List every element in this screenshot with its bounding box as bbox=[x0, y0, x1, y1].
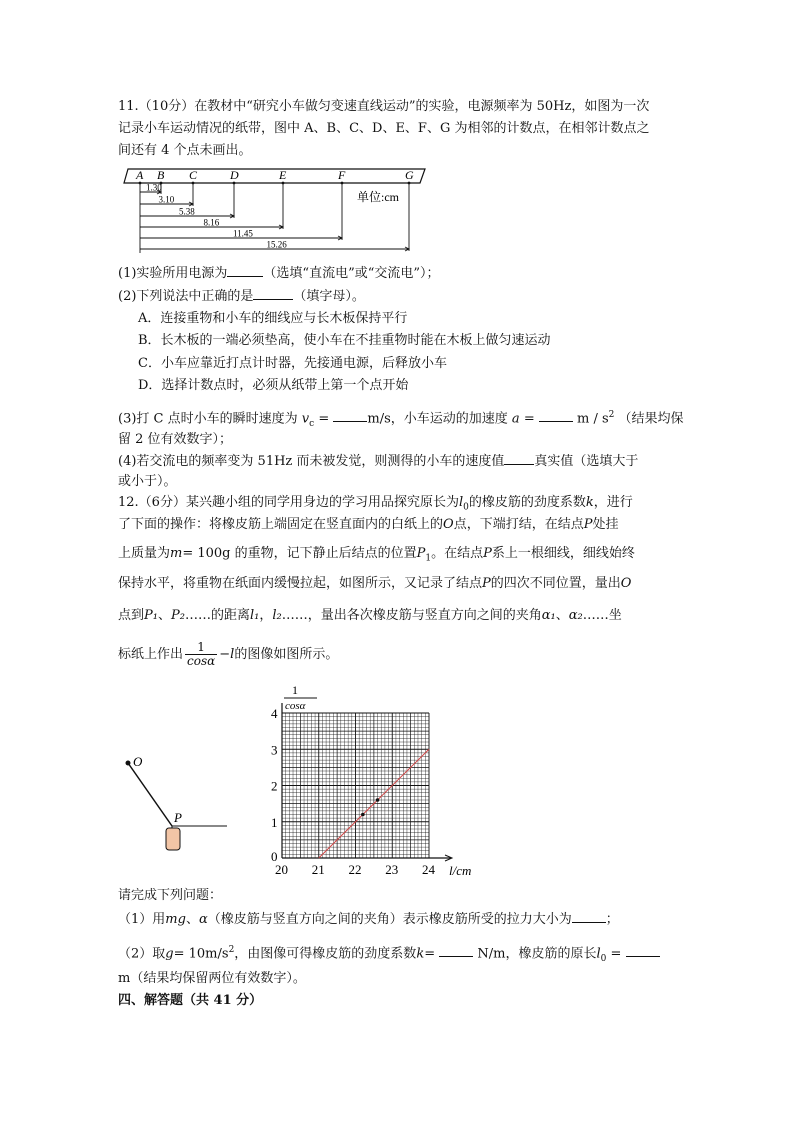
data-point bbox=[361, 813, 365, 817]
label-o: O bbox=[133, 754, 143, 769]
var-p-2: P bbox=[483, 546, 492, 561]
part3-unit2: m / s bbox=[577, 411, 609, 427]
q12-l3c: 。在结点 bbox=[431, 546, 484, 561]
eq-sign: = bbox=[318, 411, 330, 427]
q12-l1a: 12.（6分）某兴趣小组的同学用身边的学习用品探究原长为 bbox=[118, 495, 459, 510]
var-p1-b: P₁ bbox=[144, 608, 158, 623]
tape-distance-label: 8.16 bbox=[203, 217, 220, 228]
q12-line4 bbox=[118, 575, 631, 593]
sub-c: c bbox=[309, 418, 315, 429]
q12-l2b: 点，下端打结，在结点 bbox=[453, 517, 584, 532]
var-o-2: O bbox=[620, 576, 632, 591]
minus-sign: − bbox=[219, 647, 231, 662]
var-k-2: k bbox=[416, 946, 425, 962]
tape-point-D: D bbox=[230, 168, 239, 182]
part3-unit1: m/s，小车运动的加速度 bbox=[367, 411, 508, 427]
sub-0-b: 0 bbox=[600, 953, 607, 964]
sep-3: 、 bbox=[555, 608, 569, 623]
q12-line3 bbox=[118, 545, 635, 568]
rubber-band-line bbox=[128, 763, 172, 826]
q11-part4-line2: 或小于）。 bbox=[118, 474, 177, 489]
tape-distance-label: 5.38 bbox=[179, 206, 195, 217]
q12-sub2 bbox=[118, 941, 660, 968]
q11-part4 bbox=[118, 452, 638, 471]
var-p1: P bbox=[416, 546, 426, 561]
eq-k: = bbox=[424, 946, 436, 962]
frac-num: 1 bbox=[185, 641, 217, 655]
q12-l4b: 的四次不同位置，量出 bbox=[490, 576, 621, 591]
sub1-prefix: （1）用 bbox=[118, 912, 166, 927]
l0-blank[interactable] bbox=[626, 944, 660, 957]
option-b: B．长木板的一端必须垫高，使小车在不挂重物时能在木板上做匀速运动 bbox=[138, 333, 551, 348]
tape-distance-label: 1.30 bbox=[146, 182, 162, 193]
tape-distance-label: 15.26 bbox=[266, 239, 287, 250]
part2-blank[interactable] bbox=[253, 287, 293, 300]
y-axis-label-den: cosα bbox=[285, 700, 306, 712]
fraction-1-cos-alpha bbox=[185, 641, 217, 668]
q11-line3: 间还有 4 个点未画出。 bbox=[118, 143, 252, 158]
q12-l3a: 上质量为 bbox=[118, 546, 171, 561]
var-alpha: α bbox=[198, 912, 208, 927]
part2-prefix: (2)下列说法中正确的是 bbox=[118, 289, 254, 304]
chart-grid bbox=[282, 713, 429, 858]
frac-den: cosα bbox=[187, 654, 216, 668]
q11-part1 bbox=[118, 264, 440, 283]
var-p-3: P bbox=[482, 576, 491, 591]
sub2-mid: ，由图像可得橡皮筋的劲度系数 bbox=[234, 946, 417, 962]
label-p: P bbox=[174, 810, 182, 825]
q12-l3b: = 100g 的重物，记下静止后结点的位置 bbox=[182, 546, 417, 561]
tape-point-B: B bbox=[157, 168, 165, 182]
option-c: C．小车应靠近打点计时器，先接通电源，后释放小车 bbox=[138, 356, 447, 371]
q12-l1b: 的橡皮筋的劲度系数 bbox=[468, 495, 586, 510]
var-l: l bbox=[230, 647, 235, 662]
option-a: A．连接重物和小车的细线应与长木板保持平行 bbox=[138, 311, 408, 326]
part4-prefix: (4)若交流电的频率变为 51Hz 而未被发觉，则测得的小车的速度值 bbox=[118, 454, 505, 469]
part1-prefix: (1)实验所用电源为 bbox=[118, 266, 228, 281]
sub2-prefix: （2）取 bbox=[118, 946, 166, 962]
option-d: D．选择计数点时，必须从纸带上第一个点开始 bbox=[138, 378, 409, 393]
sub2-unit: N/m，橡皮筋的原长 bbox=[477, 946, 597, 962]
y-tick-label: 1 bbox=[271, 814, 278, 830]
q12-l5f: ……坐 bbox=[582, 608, 622, 623]
sep-2: ， bbox=[259, 608, 273, 623]
x-tick-label: 23 bbox=[385, 862, 399, 877]
eq-sign-2: = bbox=[523, 411, 535, 427]
q11-line2: 记录小车运动情况的纸带，图中 A、B、C、D、E、F、G 为相邻的计数点，在相邻计数点之 bbox=[118, 121, 650, 136]
sep-4: 、 bbox=[185, 912, 199, 927]
q12-l6c: 的图像如图所示。 bbox=[234, 647, 339, 662]
section-4-heading: 四、解答题（共 41 分） bbox=[118, 993, 263, 1008]
q12-l3d: 系上一根细线，细线始终 bbox=[491, 546, 635, 561]
x-axis-label: l/cm bbox=[449, 863, 472, 878]
data-point bbox=[376, 798, 380, 802]
y-tick-label: 0 bbox=[271, 849, 278, 864]
var-alpha1: α₁ bbox=[541, 608, 556, 623]
y-tick-label: 4 bbox=[271, 706, 278, 721]
part3-tail: （结果均保 bbox=[618, 411, 684, 427]
q11-part3-line2: 留 2 位有效数字）； bbox=[118, 432, 233, 447]
part4-suffix: 真实值（选填大于 bbox=[534, 454, 639, 469]
k-blank[interactable] bbox=[439, 944, 473, 957]
q12-line6 bbox=[118, 640, 338, 670]
var-mg: mg bbox=[165, 912, 186, 927]
var-g: g bbox=[165, 946, 174, 962]
tape-distance-label: 3.10 bbox=[158, 194, 175, 205]
tape-point-A: A bbox=[136, 168, 144, 182]
q12-sub-intro: 请完成下列问题： bbox=[118, 888, 223, 903]
x-tick-label: 21 bbox=[311, 862, 325, 877]
weight-block bbox=[166, 828, 180, 850]
var-p: P bbox=[583, 517, 593, 532]
var-p2: P₂ bbox=[171, 608, 185, 623]
sub1-middle: （橡皮筋与竖直方向之间的夹角）表示橡皮筋所受的拉力大小为 bbox=[207, 912, 572, 927]
q12-l2a: 了下面的操作：将橡皮筋上端固定在竖直面内的白纸上的 bbox=[118, 517, 444, 532]
q11-part2 bbox=[118, 287, 365, 306]
y-tick-label: 2 bbox=[271, 778, 278, 794]
var-o: O bbox=[443, 517, 454, 532]
part1-blank[interactable] bbox=[227, 264, 263, 277]
sup-2-b: 2 bbox=[228, 945, 235, 955]
eq-l0: = bbox=[610, 946, 622, 962]
part3-prefix: (3)打 C 点时小车的瞬时速度为 bbox=[118, 411, 298, 427]
graph-1-cos-alpha-vs-l bbox=[262, 678, 482, 878]
x-tick-label: 22 bbox=[348, 862, 362, 877]
sub-1: 1 bbox=[425, 553, 432, 564]
q11-part3 bbox=[118, 406, 684, 433]
q12-l1c: ，进行 bbox=[593, 495, 633, 510]
sub1-blank[interactable] bbox=[572, 910, 606, 923]
q12-l5b: ……的距离 bbox=[184, 608, 250, 623]
var-v: v bbox=[301, 411, 310, 427]
sub2-g-value: = 10m/s bbox=[173, 946, 229, 962]
x-tick-label: 24 bbox=[422, 862, 435, 877]
part4-blank[interactable] bbox=[504, 452, 534, 465]
var-alpha2: α₂ bbox=[568, 608, 583, 623]
y-tick-label: 3 bbox=[271, 742, 278, 758]
sub-0: 0 bbox=[463, 502, 469, 513]
sup-2: 2 bbox=[608, 410, 615, 420]
tape-point-F: F bbox=[338, 168, 346, 182]
q12-l5d: ……，量出各次橡皮筋与竖直方向之间的夹角 bbox=[281, 608, 542, 623]
q11-line1: 11.（10分）在教材中“研究小车做匀变速直线运动”的实验，电源频率为 50Hz，如图为一次 bbox=[118, 99, 650, 114]
tape-distance-label: 11.45 bbox=[233, 228, 253, 239]
q12-line5 bbox=[118, 607, 622, 625]
q12-sub2-line2: m（结果均保留两位有效数字）。 bbox=[118, 971, 306, 986]
var-m: m bbox=[170, 546, 183, 561]
q12-line2 bbox=[118, 516, 618, 534]
rubber-band-diagram bbox=[115, 750, 240, 860]
var-l0-b: l bbox=[596, 946, 601, 962]
tape-point-E: E bbox=[279, 168, 287, 182]
x-tick-label: 20 bbox=[275, 862, 288, 877]
q12-l6a: 标纸上作出 bbox=[118, 647, 184, 662]
sep-1: 、 bbox=[157, 608, 171, 623]
q12-l2c: 处挂 bbox=[592, 517, 619, 532]
paper-tape-figure bbox=[120, 163, 430, 258]
tape-point-G: G bbox=[405, 168, 414, 182]
sub1-end: ； bbox=[605, 912, 619, 927]
tape-unit-label: 单位:cm bbox=[357, 190, 399, 204]
var-l2: l₂ bbox=[272, 608, 282, 623]
var-l1: l₁ bbox=[249, 608, 260, 623]
q12-l5a: 点到 bbox=[118, 608, 145, 623]
var-a: a bbox=[511, 411, 520, 427]
part3-blank-a[interactable] bbox=[539, 409, 573, 422]
part1-suffix: （选填“直流电”或“交流电”）； bbox=[263, 266, 440, 281]
q12-sub1 bbox=[118, 910, 619, 929]
var-l0: l bbox=[458, 495, 464, 510]
part2-suffix: （填字母）。 bbox=[293, 289, 365, 304]
y-axis-label-num: 1 bbox=[292, 683, 298, 697]
tape-point-C: C bbox=[189, 168, 198, 182]
part3-blank-v[interactable] bbox=[333, 409, 367, 422]
var-k: k bbox=[585, 495, 594, 510]
q12-l4a: 保持水平，将重物在纸面内缓慢拉起，如图所示，又记录了结点 bbox=[118, 576, 483, 591]
q12-line1 bbox=[118, 494, 633, 517]
paper-tape bbox=[124, 169, 425, 183]
